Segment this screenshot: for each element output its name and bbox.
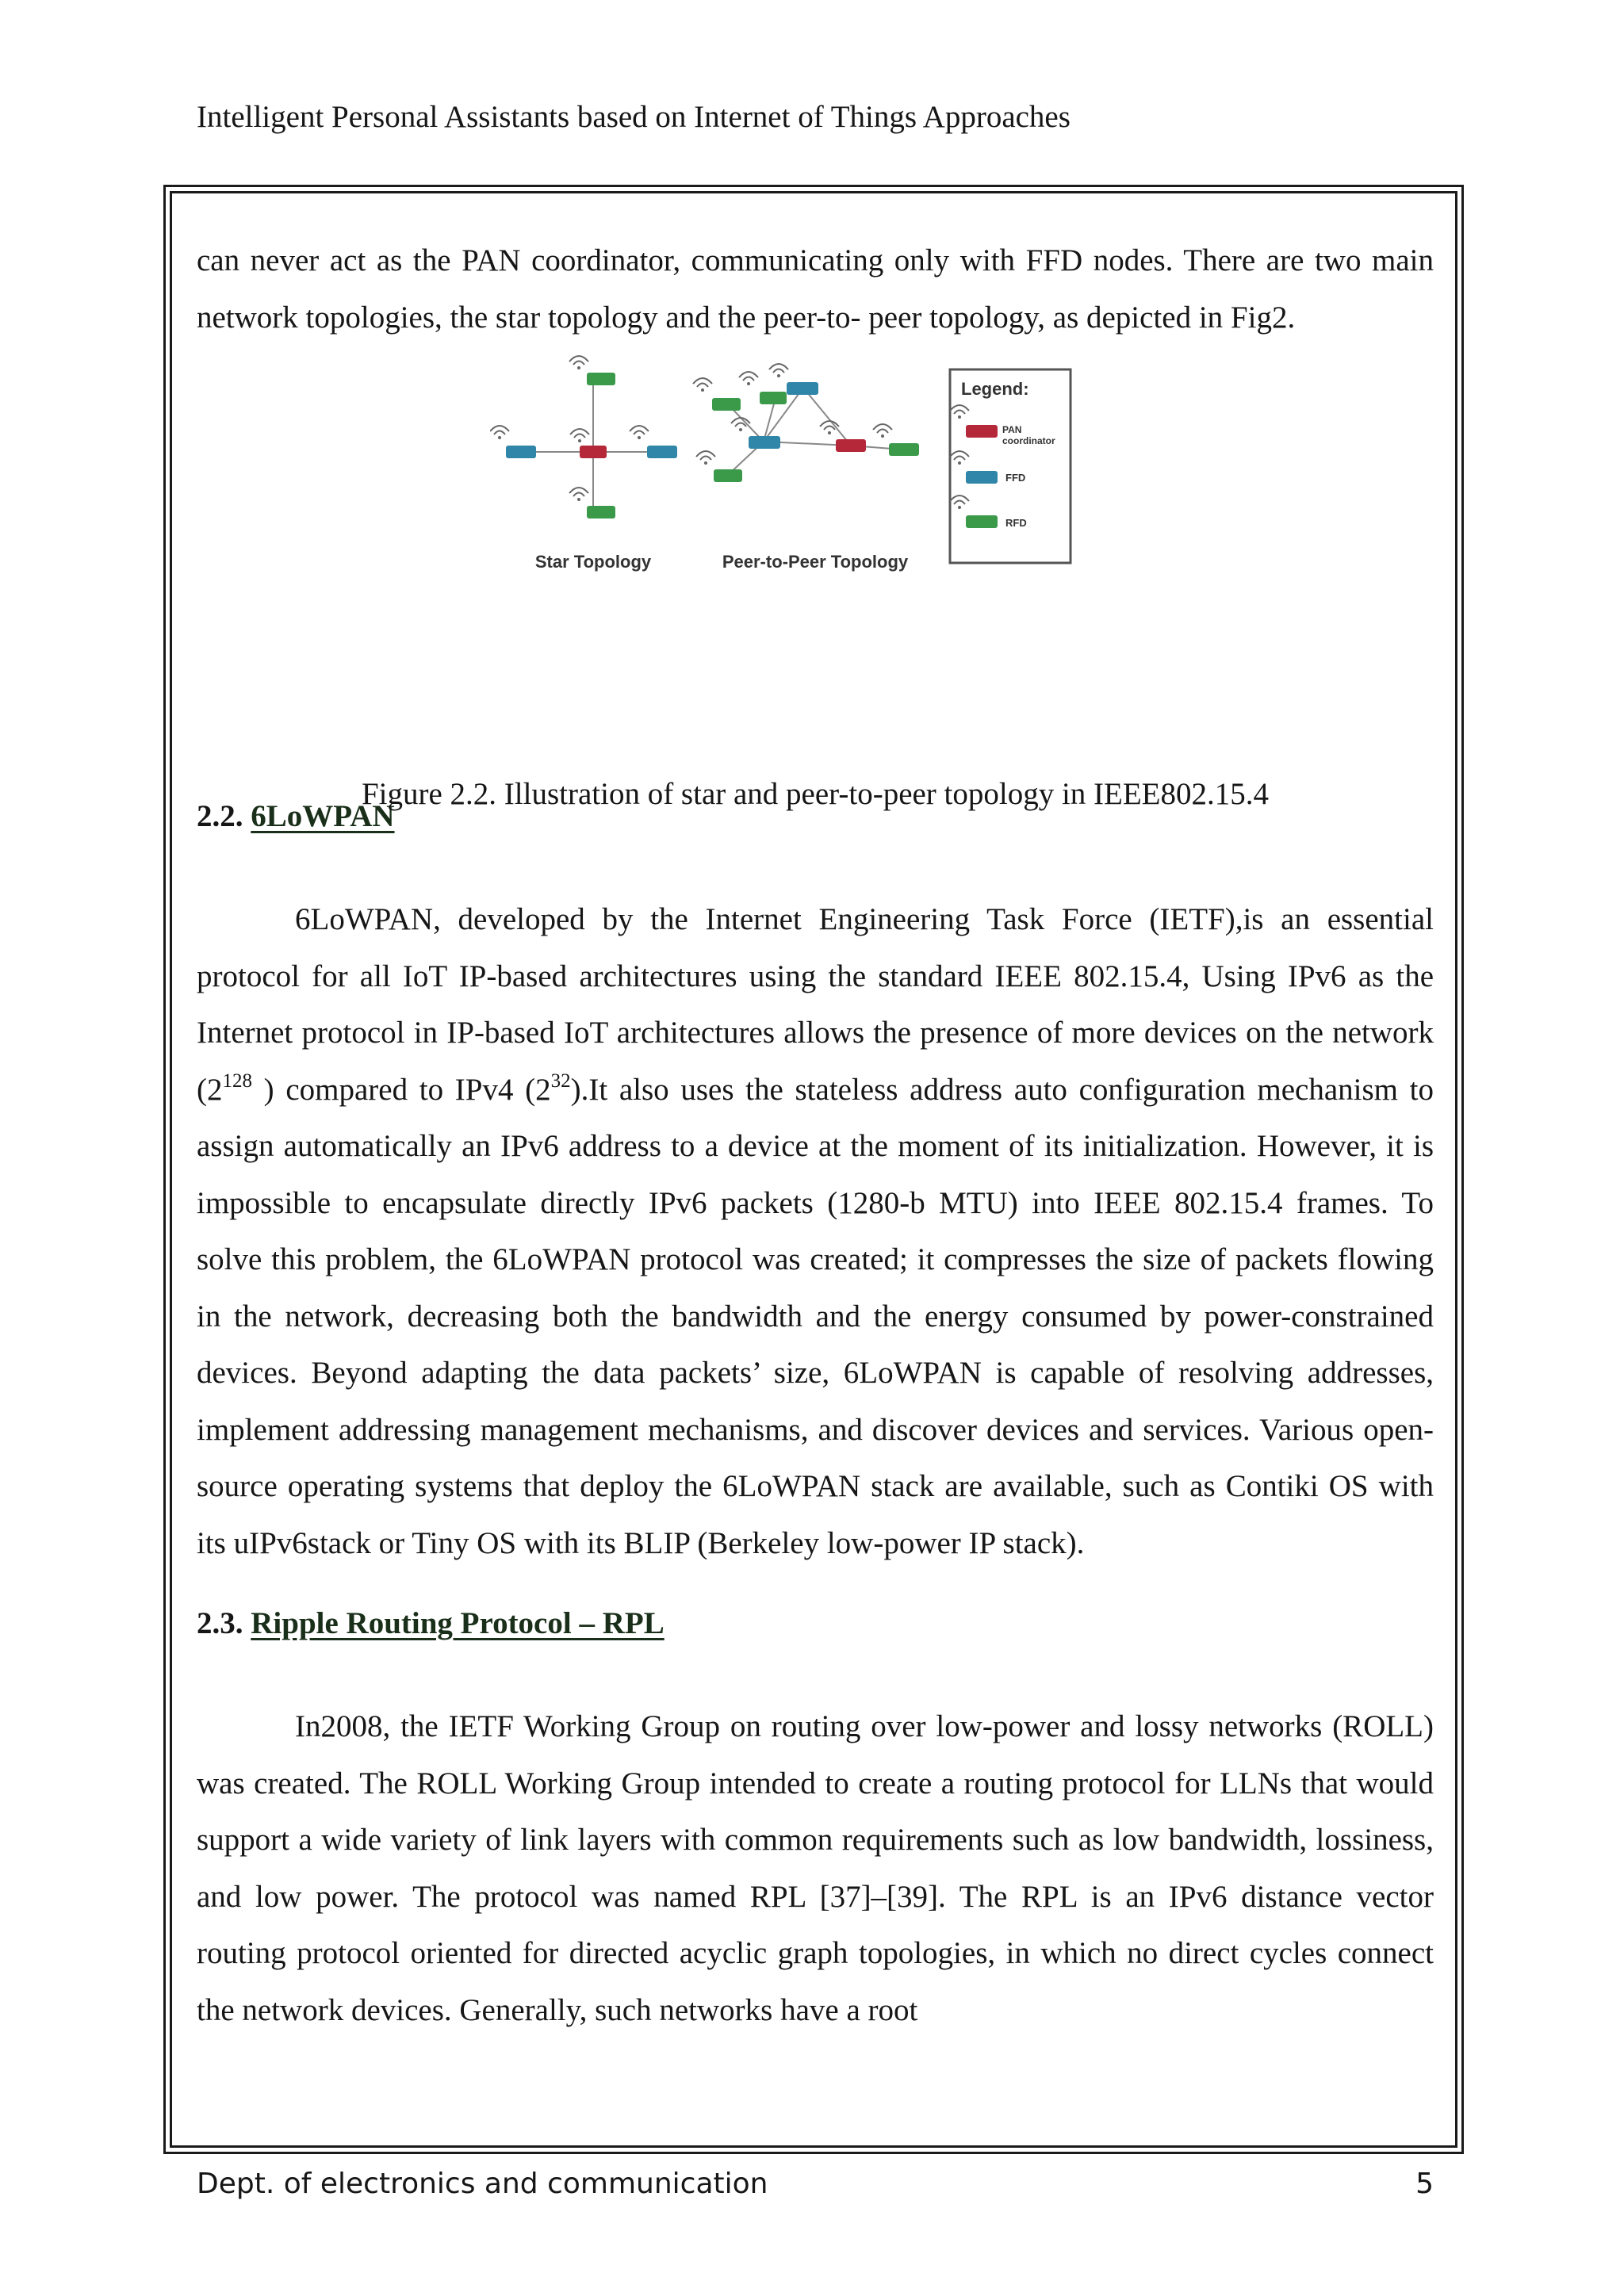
- star-topology: [490, 356, 677, 572]
- figure-legend: [950, 369, 1071, 563]
- star-topology-label: Star Topology: [534, 552, 652, 572]
- legend-rfd: RFD: [1005, 517, 1027, 529]
- superscript-128: 128: [222, 1070, 252, 1092]
- section-number: 2.2.: [197, 799, 251, 833]
- p2p-node-f: [696, 451, 742, 482]
- intro-paragraph: can never act as the PAN coordinator, communicating only with FFD nodes. There are two main network topologies, the star topology and the peer-to- peer topology, as depicted in Fig2.: [197, 243, 1434, 335]
- p2p-node-e: [873, 424, 919, 456]
- running-header: Intelligent Personal Assistants based on Internet of Things Approaches: [197, 100, 1071, 134]
- p2p-node-b: [769, 364, 818, 395]
- legend-title: Legend:: [961, 379, 1029, 399]
- star-node-top: [569, 356, 615, 385]
- figure-caption: Figure 2.2. Illustration of star and peer-to-peer topology in IEEE802.15.4: [361, 777, 1270, 811]
- page-content: [197, 232, 1434, 2038]
- paragraph-rpl: In2008, the IETF Working Group on routing over low-power and lossy networks (ROLL) was created. The ROLL Working Group intended to create a routing protocol for LLNs that would support a wide variety of link layers with common requirements such as low bandwidth, lossiness, and low power. The protocol was named RPL [37]–[39]. The RPL is an IPv6 distance vector routing protocol oriented for directed acyclic graph topologies, in which no direct cycles connect the network devices. Generally, such networks have a root: [197, 1709, 1434, 2027]
- legend-ffd: FFD: [1005, 472, 1026, 484]
- superscript-32: 32: [550, 1070, 571, 1092]
- star-node-right: [630, 426, 677, 458]
- section-title-link[interactable]: 6LoWPAN: [251, 799, 395, 833]
- p2p-topology-label: Peer-to-Peer Topology: [722, 552, 909, 572]
- page-footer: [197, 2165, 1434, 2203]
- section-heading-rpl: [197, 1603, 1434, 1644]
- p2p-node-a: [693, 378, 741, 411]
- section-number: 2.3.: [197, 1606, 251, 1640]
- footer-department: Dept. of electronics and communication: [197, 2168, 768, 2200]
- star-pan-coordinator: [570, 429, 607, 458]
- paragraph-6lowpan: 6LoWPAN, developed by the Internet Engineering Task Force (IETF),is an essential protocol for all IoT IP-based architectures using the standard IEEE 802.15.4, Using IPv6 as the Internet protocol in IP-based IoT architectures allows the presence of more devices on the network ($2^{128}$ ) compared to IPv4 $(2^{32}).It$ also uses the stateless address auto configuration mechanism to assign automatically an IPv6 address to a device at the moment of its initialization. However, it is impossible to encapsulate directly IPv6 packets (1280-b MTU) into IEEE 802.15.4 frames. To solve this problem, the 6LoWPAN protocol was created; it compresses the size of packets flowing in the network, decreasing both the bandwidth and the energy consumed by power-constrained devices. Beyond adapting the data packets’ size, 6LoWPAN is capable of resolving addresses, implement addressing management mechanisms, and discover devices and services. Various open-source operating systems that deploy the 6LoWPAN stack are available, such as Contiki OS with its uIPv6stack or Tiny OS with its BLIP (Berkeley low-power IP stack).: [197, 902, 1434, 1560]
- star-node-left: [490, 426, 536, 458]
- legend-pan-coordinator: PAN coordinator: [1002, 424, 1055, 446]
- p2p-topology: [693, 364, 919, 572]
- topology-figure: [197, 346, 1434, 811]
- page-number: 5: [1415, 2168, 1434, 2200]
- topology-diagram: [490, 350, 1109, 588]
- section-title-link[interactable]: Ripple Routing Protocol – RPL: [251, 1606, 665, 1640]
